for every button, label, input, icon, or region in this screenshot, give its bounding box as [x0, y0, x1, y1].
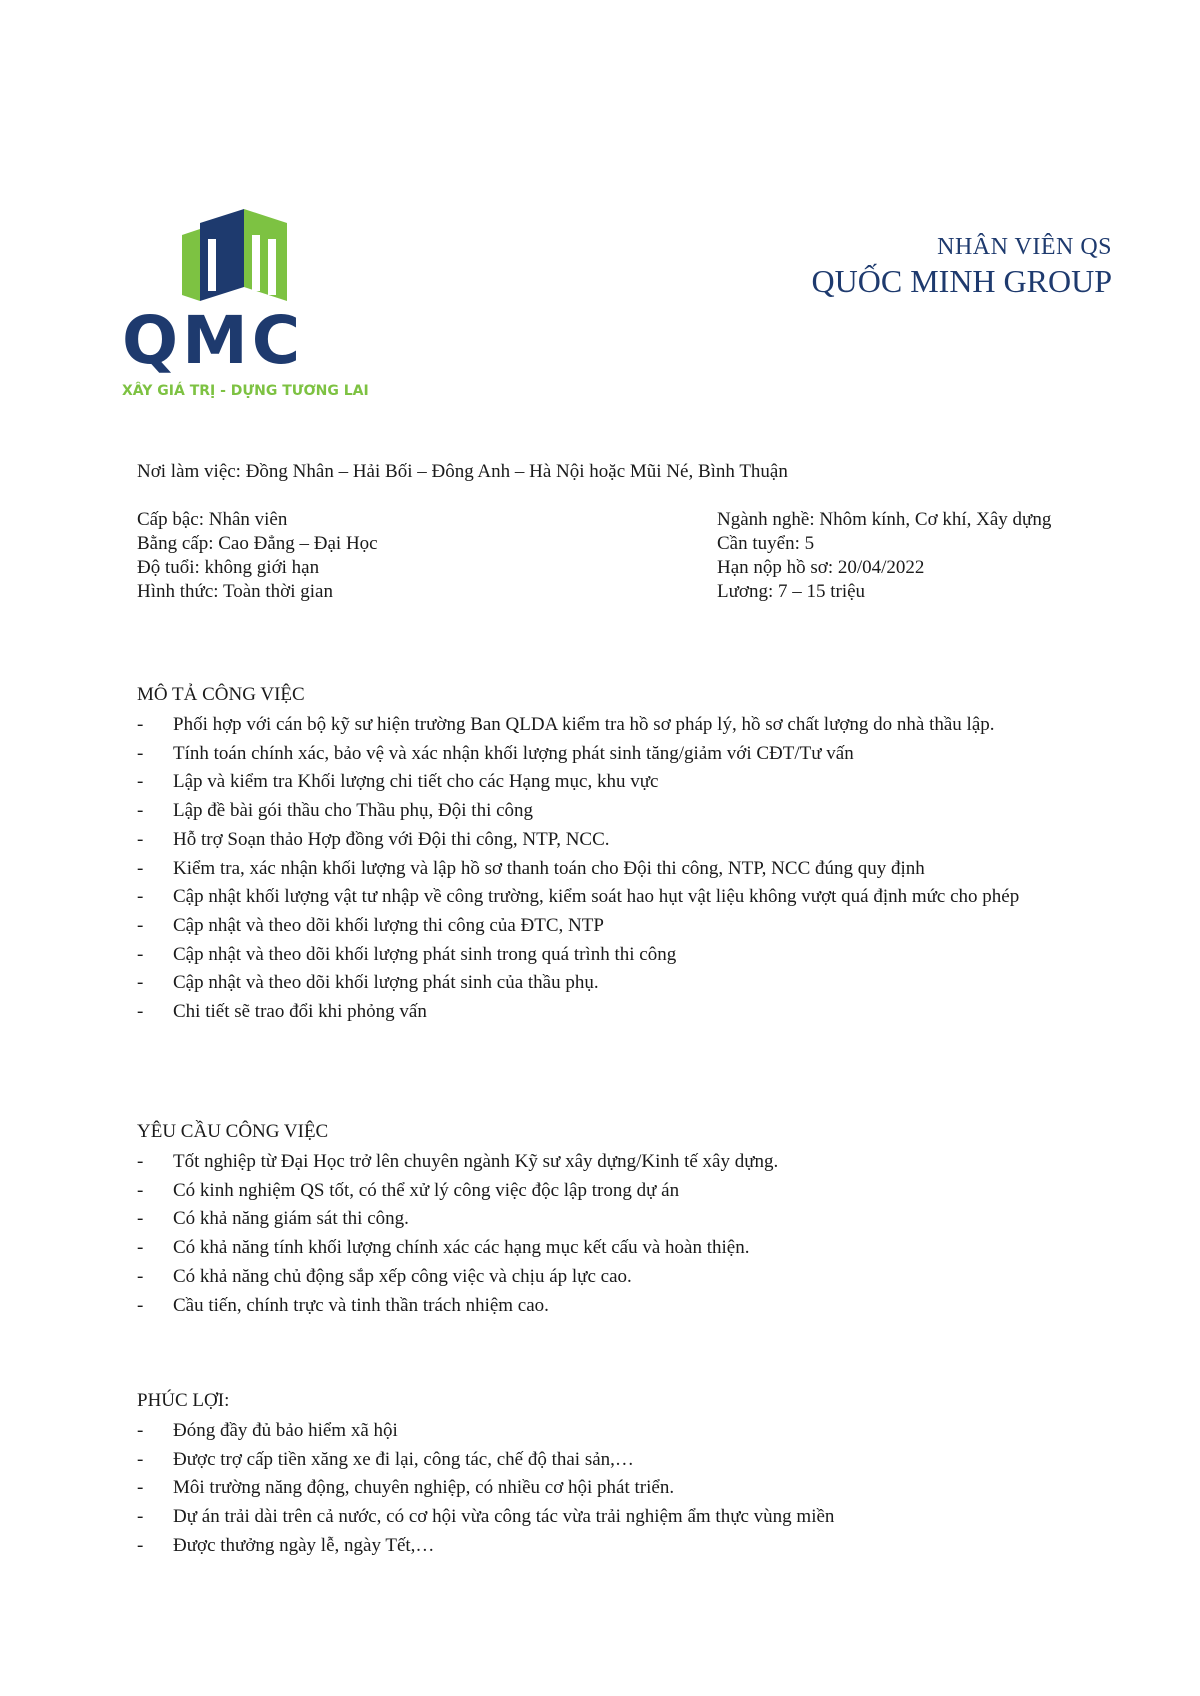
list-item-text: Cầu tiến, chính trực và tinh thần trách nhiệm cao.: [173, 1294, 549, 1316]
list-item: [137, 855, 1137, 884]
company-logo: [122, 205, 382, 405]
list-item-text: Được trợ cấp tiền xăng xe đi lại, công tác, chế độ thai sản,…: [173, 1448, 634, 1470]
detail-salary: Lương: 7 – 15 triệu: [717, 581, 866, 602]
bullet-dash: -: [137, 1506, 144, 1528]
section-title: PHÚC LỢI:: [137, 1390, 230, 1411]
list-item-text: Có khả năng tính khối lượng chính xác các hạng mục kết cấu và hoàn thiện.: [173, 1237, 750, 1259]
bullet-dash: -: [137, 1534, 144, 1556]
section-title: YÊU CẦU CÔNG VIỆC: [137, 1121, 329, 1142]
list-item-text: Cập nhật và theo dõi khối lượng phát sinh của thầu phụ.: [173, 972, 599, 994]
list-item: [137, 1148, 1137, 1177]
bullet-dash: -: [137, 1448, 144, 1470]
bullet-dash: -: [137, 943, 144, 965]
work-location: Nơi làm việc: Đồng Nhân – Hải Bối – Đông Anh – Hà Nội hoặc Mũi Né, Bình Thuận: [137, 461, 788, 482]
list-item-text: Hỗ trợ Soạn thảo Hợp đồng với Đội thi công, NTP, NCC.: [173, 828, 610, 850]
list-item-text: Lập và kiểm tra Khối lượng chi tiết cho các Hạng mục, khu vực: [173, 771, 659, 793]
job-description-list: [137, 711, 1137, 1027]
list-item: [137, 1263, 1137, 1292]
document-heading: [812, 232, 1112, 300]
bullet-dash: -: [137, 1477, 144, 1499]
list-item-text: Có khả năng giám sát thi công.: [173, 1208, 409, 1230]
bullet-dash: -: [137, 1151, 144, 1172]
detail-deadline: Hạn nộp hồ sơ: 20/04/2022: [717, 557, 925, 578]
detail-industry: Ngành nghề: Nhôm kính, Cơ khí, Xây dựng: [717, 509, 1052, 530]
list-item: [137, 797, 1137, 826]
list-item-text: Có kinh nghiệm QS tốt, có thể xử lý công việc độc lập trong dự án: [173, 1179, 680, 1201]
list-item-text: Được thưởng ngày lễ, ngày Tết,…: [173, 1534, 435, 1556]
bullet-dash: -: [137, 914, 144, 936]
bullet-dash: -: [137, 1237, 144, 1259]
requirements-list: [137, 1148, 1137, 1320]
details-right: [717, 508, 1051, 604]
list-item-text: Có khả năng chủ động sắp xếp công việc và chịu áp lực cao.: [173, 1265, 632, 1287]
list-item: [137, 1532, 1137, 1561]
bullet-dash: -: [137, 972, 144, 994]
details-left: [137, 508, 378, 604]
detail-level: Cấp bậc: Nhân viên: [137, 509, 288, 530]
detail-degree: Bằng cấp: Cao Đẳng – Đại Học: [137, 533, 378, 554]
list-item: [137, 1292, 1137, 1321]
list-item: [137, 768, 1137, 797]
bullet-dash: -: [137, 800, 144, 822]
list-item-text: Phối hợp với cán bộ kỹ sư hiện trường Ban QLDA kiểm tra hồ sơ pháp lý, hồ sơ chất lượng do nhà thầu lập.: [173, 714, 995, 735]
logo-tagline: XÂY GIÁ TRỊ - DỰNG TƯƠNG LAI: [122, 383, 369, 399]
list-item: [137, 740, 1137, 769]
job-title: NHÂN VIÊN QS: [937, 234, 1112, 260]
bullet-dash: -: [137, 1208, 144, 1230]
benefits-section: [137, 1389, 1137, 1561]
bullet-dash: -: [137, 1179, 144, 1201]
list-item: [137, 1205, 1137, 1234]
list-item: [137, 998, 1137, 1027]
bullet-dash: -: [137, 857, 144, 879]
list-item: [137, 1474, 1137, 1503]
bullet-dash: -: [137, 1265, 144, 1287]
list-item: [137, 1503, 1137, 1532]
job-description-section: [137, 683, 1137, 1027]
list-item: [137, 912, 1137, 941]
list-item: [137, 883, 1137, 912]
list-item: [137, 711, 1137, 740]
bullet-dash: -: [137, 1294, 144, 1316]
bullet-dash: -: [137, 714, 144, 735]
bullet-dash: -: [137, 1001, 144, 1023]
logo-wordmark: QMC: [122, 302, 305, 379]
detail-type: Hình thức: Toàn thời gian: [137, 581, 333, 602]
list-item: [137, 1417, 1137, 1446]
list-item-text: Lập đề bài gói thầu cho Thầu phụ, Đội thi công: [173, 800, 534, 822]
list-item-text: Đóng đầy đủ bảo hiểm xã hội: [173, 1420, 398, 1441]
list-item-text: Tính toán chính xác, bảo vệ và xác nhận khối lượng phát sinh tăng/giảm với CĐT/Tư vấn: [173, 742, 854, 764]
list-item-text: Cập nhật khối lượng vật tư nhập về công trường, kiểm soát hao hụt vật liệu không vượt quá định mức cho phép: [173, 886, 1020, 908]
detail-openings: Cần tuyển: 5: [717, 533, 815, 554]
bullet-dash: -: [137, 1420, 144, 1441]
list-item: [137, 1177, 1137, 1206]
bullet-dash: -: [137, 828, 144, 850]
qmc-logo-icon: [122, 205, 382, 405]
list-item: [137, 941, 1137, 970]
requirements-section: [137, 1120, 1137, 1320]
bullet-dash: -: [137, 742, 144, 764]
list-item-text: Môi trường năng động, chuyên nghiệp, có nhiều cơ hội phát triển.: [173, 1477, 675, 1499]
bullet-dash: -: [137, 886, 144, 908]
list-item-text: Kiểm tra, xác nhận khối lượng và lập hồ sơ thanh toán cho Đội thi công, NTP, NCC đúng quy định: [173, 857, 925, 879]
list-item-text: Tốt nghiệp từ Đại Học trở lên chuyên ngành Kỹ sư xây dựng/Kinh tế xây dựng.: [173, 1151, 779, 1172]
list-item-text: Cập nhật và theo dõi khối lượng thi công của ĐTC, NTP: [173, 914, 604, 936]
company-name: QUỐC MINH GROUP: [811, 263, 1112, 299]
benefits-list: [137, 1417, 1137, 1561]
list-item-text: Chi tiết sẽ trao đổi khi phỏng vấn: [173, 1001, 427, 1023]
list-item-text: Dự án trải dài trên cả nước, có cơ hội vừa công tác vừa trải nghiệm ẩm thực vùng miền: [173, 1506, 835, 1528]
list-item: [137, 826, 1137, 855]
list-item: [137, 1446, 1137, 1475]
list-item-text: Cập nhật và theo dõi khối lượng phát sinh trong quá trình thi công: [173, 943, 677, 965]
bullet-dash: -: [137, 771, 144, 793]
section-title: MÔ TẢ CÔNG VIỆC: [137, 684, 305, 705]
list-item: [137, 1234, 1137, 1263]
list-item: [137, 969, 1137, 998]
detail-age: Độ tuổi: không giới hạn: [137, 557, 320, 578]
